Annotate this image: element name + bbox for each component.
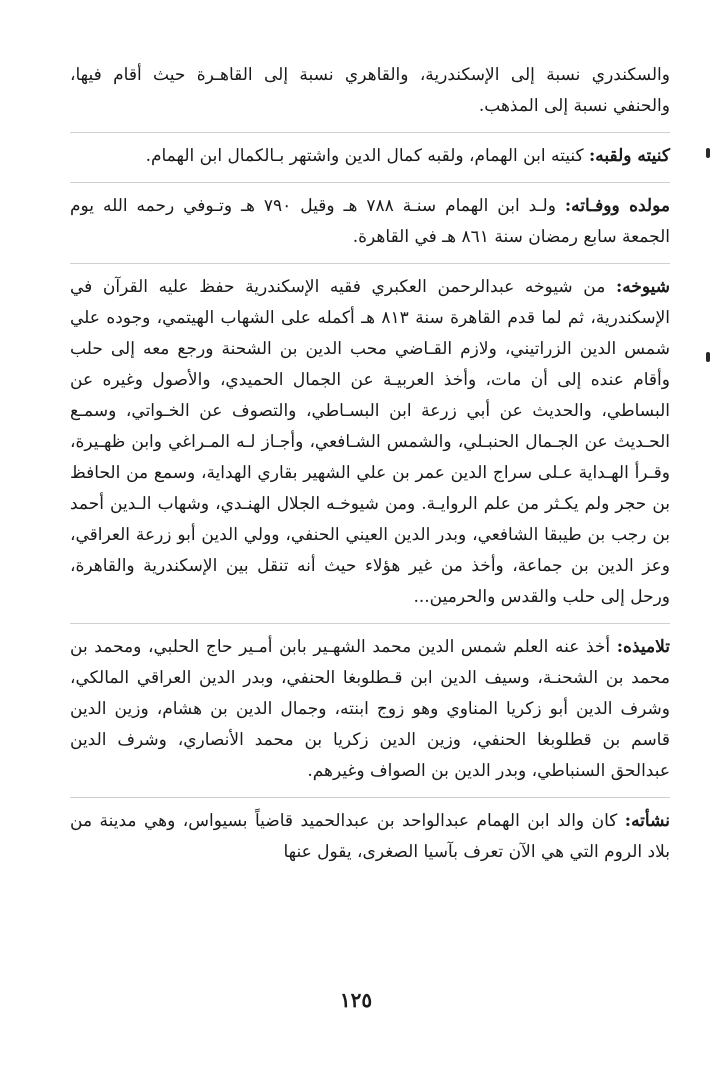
divider xyxy=(70,797,670,798)
section-heading: نشأته: xyxy=(624,811,670,831)
divider xyxy=(70,623,670,624)
section-heading: كنيته ولقبه: xyxy=(588,146,670,166)
divider xyxy=(70,263,670,264)
page-number: ١٢٥ xyxy=(339,988,373,1012)
divider xyxy=(70,182,670,183)
page-body xyxy=(70,60,670,878)
section-upbringing xyxy=(70,806,670,868)
section-body: أخذ عنه العلم شمس الدين محمد الشهـير بابن أمـير حاج الحلبي، ومحمد بن محمد بن الشحنـة، وسيف الدين ابن قـطلوبغا الحنفي، وبدر الدين العراقي المالكي، وشرف الدين أبو زكريا المناوي وهو زوج ابنته، وجمال الدين بن هشام، وزين الدين قاسم بن قطلوبغا الحنفي، وزين الدين زكريا بن محمد الأنصاري، وشرف الدين عبدالحق السنباطي، وبدر الدين بن الصواف وغيرهم. xyxy=(70,637,670,781)
section-heading: شيوخه: xyxy=(615,277,670,297)
section-body: من شيوخه عبدالرحمن العكبري فقيه الإسكندرية حفظ عليه القرآن في الإسكندرية، ثم لما قدم القاهرة سنة ٨١٣ هـ أكمله على الشهاب الهيتمي، وجوده علي شمس الدين الزراتيني، ولازم القـاضي محب الدين بن الشحنة ورجع معه إلى حلب وأقام عنده إلى أن مات، وأخذ العربيـة عن الجمال الحميدي، والأصول وغيره عن البساطي، والحديث عن أبي زرعة ابن البسـاطي، والتصوف عن الخـواتي، وسمـع الحـديث عن الجـمال الحنبـلي، والشمس الشـافعي، وأجـاز لـه المـراغي وابن ظهـيرة، وقـرأ الهـداية عـلى سراج الدين عمر بن علي الشهير بقاري الهداية، وسمع من الحافظ بن حجر ولم يكـثر من علم الروايـة. ومن شيوخـه الجلال الهنـدي، وشهاب الـدين أحمد بن رجب بن طيبقا الشافعي، وبدر الدين العيني الحنفي، وولي الدين أبو زرعة العراقي، وعز الدين بن جماعة، وأخذ من غير هؤلاء حيث أنه تنقل بين الإسكندرية والقاهرة، ورحل إلى حلب والقدس والحرمين... xyxy=(70,277,670,607)
section-body: كنيته ابن الهمام، ولقبه كمال الدين واشتهر بـالكمال ابن الهمام. xyxy=(145,146,589,166)
section-birth-death xyxy=(70,191,670,253)
divider xyxy=(70,132,670,133)
margin-mark xyxy=(706,148,710,158)
section-body: ولـد ابن الهمام سنـة ٧٨٨ هـ وقيل ٧٩٠ هـ وتـوفي رحمه الله يوم الجمعة سابع رمضان سنة ٨٦١ هـ في القاهرة. xyxy=(70,196,670,247)
section-heading: مولده ووفـاته: xyxy=(564,196,670,216)
section-kunya xyxy=(70,141,670,172)
intro-paragraph: والسكندري نسبة إلى الإسكندرية، والقاهري نسبة إلى القاهـرة حيث أقام فيها، والحنفي نسبة إلى المذهب. xyxy=(70,65,670,116)
section-body: كان والد ابن الهمام عبدالواحد بن عبدالحميد قاضياً بسيواس، وهي مدينة من بلاد الروم التي هي الآن تعرف بآسيا الصغرى، يقول عنها xyxy=(70,811,670,862)
margin-mark xyxy=(706,352,710,362)
section-students xyxy=(70,632,670,787)
section-heading: تلاميذه: xyxy=(616,637,670,657)
section-teachers xyxy=(70,272,670,613)
